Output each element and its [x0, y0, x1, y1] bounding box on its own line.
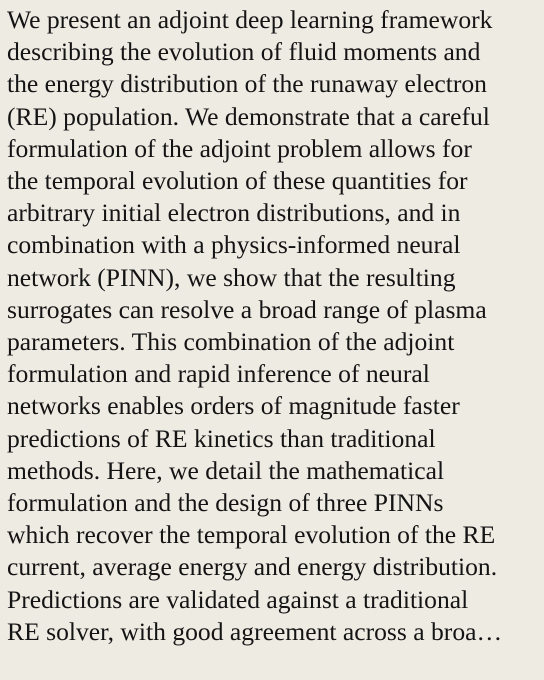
text-line: formulation and rapid inference of neural	[7, 359, 430, 389]
text-line: which recover the temporal evolution of the RE	[7, 520, 496, 550]
text-line: RE solver, with good agreement across a broa…	[7, 616, 503, 646]
text-line: formulation and the design of three PINNs	[7, 488, 444, 518]
text-line: We present an adjoint deep learning framework	[7, 5, 493, 34]
text-line: formulation of the adjoint problem allows for	[7, 133, 472, 163]
text-line: network (PINN), we show that the resulting	[7, 262, 456, 292]
text-line: parameters. This combination of the adjoint	[7, 327, 455, 357]
text-line: the temporal evolution of these quantities for	[7, 166, 468, 196]
text-line: methods. Here, we detail the mathematical	[7, 455, 445, 485]
text-line: the energy distribution of the runaway electron	[7, 69, 487, 99]
abstract-text	[7, 4, 538, 648]
text-line: arbitrary initial electron distributions, and in	[7, 198, 461, 228]
text-line: combination with a physics-informed neural	[7, 230, 461, 260]
text-line: (RE) population. We demonstrate that a careful	[7, 101, 490, 131]
text-line: Predictions are validated against a traditional	[7, 584, 469, 614]
text-line: networks enables orders of magnitude faster	[7, 391, 460, 421]
text-line: current, average energy and energy distribution.	[7, 552, 498, 582]
text-line: surrogates can resolve a broad range of plasma	[7, 294, 487, 324]
text-line: describing the evolution of fluid moments and	[7, 37, 481, 67]
text-line: predictions of RE kinetics than traditional	[7, 423, 436, 453]
